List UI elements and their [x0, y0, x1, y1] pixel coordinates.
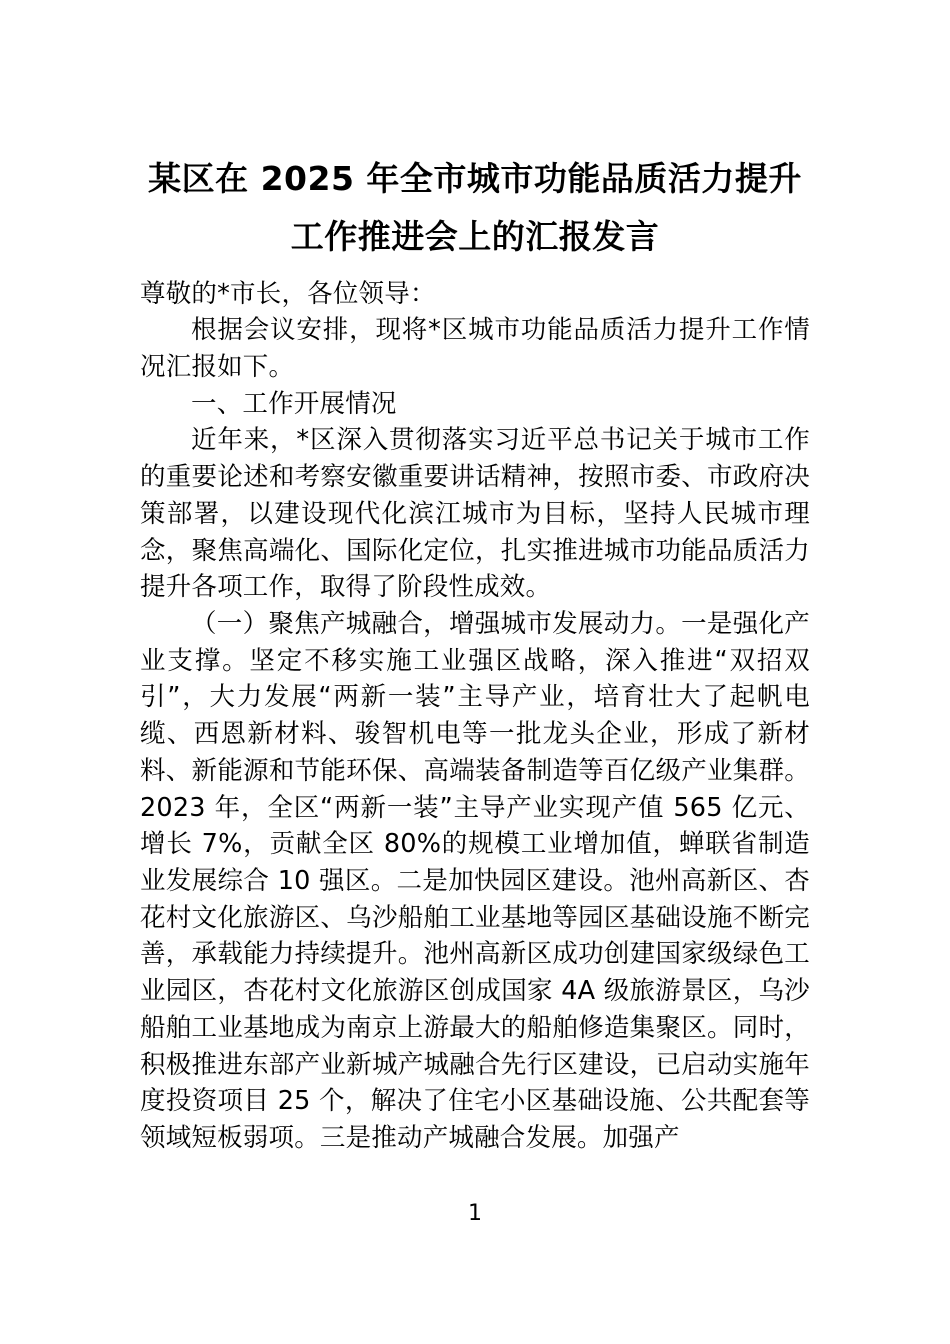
paragraph-salutation: 尊敬的*市长，各位领导：	[140, 278, 436, 309]
page-number: 1	[468, 1201, 482, 1226]
paragraph-subsection-one: （一）聚焦产城融合，增强城市发展动力。一是强化产业支撑。坚定不移实施工业强区战略，深入推进“双招双引”，大力发展“两新一装”主导产业，培育壮大了起帆电缆、西恩新材料、骏智机电等一批龙头企业，形成了新材料、新能源和节能环保、高端装备制造等百亿级产业集群。2023 年，全区“两新一装”主导产业实现产值 565 亿元、增长 7%，贡献全区 80%的规模工业增加值，蝉联省制造业发展综合 10 强区。二是加快园区建设。池州高新区、杏花村文化旅游区、乌沙船舶工业基地等园区基础设施不断完善，承载能力持续提升。池州高新区成功创建国家级绿色工业园区，杏花村文化旅游区创成国家 4A 级旅游景区，乌沙船舶工业基地成为南京上游最大的船舶修造集聚区。同时，积极推进东部产业新城产城融合先行区建设，已启动实施年度投资项目 25 个，解决了住宅小区基础设施、公共配套等领域短板弱项。三是推动产城融合发展。加强产	[140, 608, 810, 1154]
document-body	[140, 276, 810, 1157]
page-title	[140, 150, 810, 266]
paragraph-intro: 根据会议安排，现将*区城市功能品质活力提升工作情况汇报如下。	[140, 315, 810, 382]
title-line-1: 某区在 2025 年全市城市功能品质活力提升	[148, 159, 802, 198]
paragraph-section-one-heading: 一、工作开展情况	[191, 388, 397, 419]
title-line-2: 工作推进会上的汇报发言	[290, 216, 660, 256]
paragraph-section-one-body: 近年来，*区深入贯彻落实习近平总书记关于城市工作的重要论述和考察安徽重要讲话精神，按照市委、市政府决策部署，以建设现代化滨江城市为目标，坚持人民城市理念，聚焦高端化、国际化定位，扎实推进城市功能品质活力提升各项工作，取得了阶段性成效。	[140, 425, 810, 603]
